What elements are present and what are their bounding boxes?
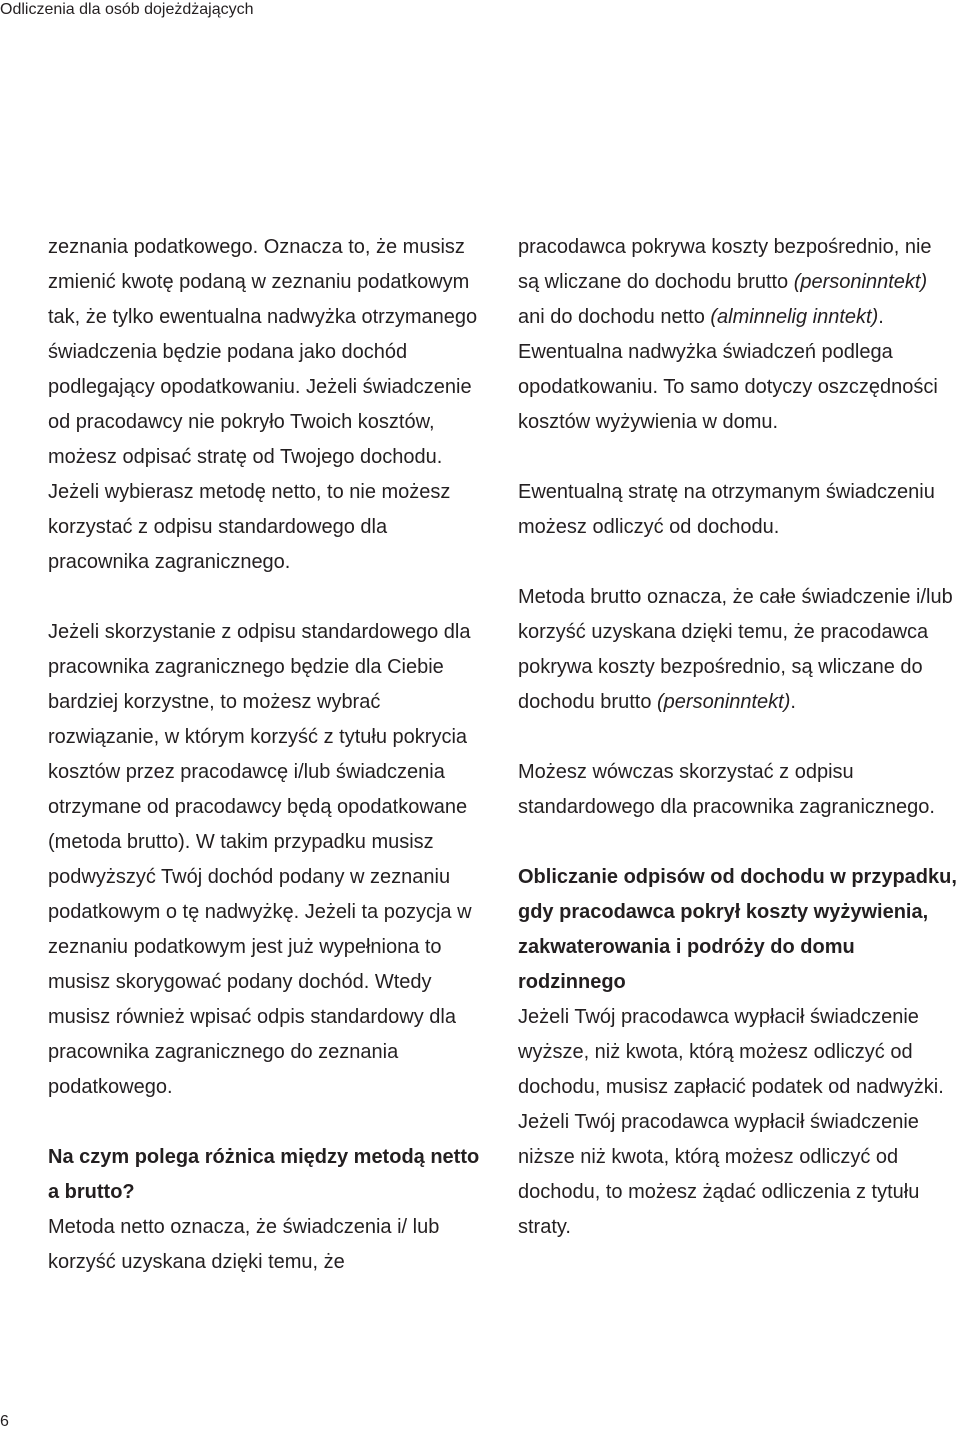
right-paragraph-4: Możesz wówczas skorzystać z odpisu standardowego dla pracownika zagranicznego. (518, 761, 935, 818)
left-paragraph-1: zeznania podatkowego. Oznacza to, że musisz zmienić kwotę podaną w zeznaniu podatkowym tak, że tylko ewentualna nadwyżka otrzymanego świadczenia będzie podana jako dochód podlegający opodatkowaniu. Jeżeli świadczenie od pracodawcy nie pokryło Twoich kosztów, możesz odpisać stratę od Twojego dochodu. Jeżeli wybierasz metodę netto, to nie możesz korzystać z odpisu standardowego dla pracownika zagranicznego. (48, 236, 478, 573)
right-paragraph-1-text-c: . Ewentualna nadwyżka świadczeń podlega opodatkowaniu. To samo dotyczy oszczędności kosztów wyżywienia w domu. (518, 306, 938, 433)
right-paragraph-5: Jeżeli Twój pracodawca wypłacił świadczenie wyższe, niż kwota, którą możesz odliczyć od dochodu, musisz zapłacić podatek od nadwyżki. Jeżeli Twój pracodawca wypłacił świadczenie niższe niż kwota, którą możesz odliczyć od dochodu, to możesz żądać odliczenia z tytułu straty. (518, 1006, 944, 1238)
right-paragraph-1-text-b: ani do dochodu netto (518, 306, 711, 328)
term-personinntekt: (personinntekt) (793, 271, 928, 293)
right-paragraph-3-text-a: Metoda brutto oznacza, że całe świadczenie i/lub korzyść uzyskana dzięki temu, że pracodawca pokrywa koszty bezpośrednio, są wliczane do dochodu brutto (518, 586, 953, 713)
term-personinntekt-2: (personinntekt) (657, 691, 791, 713)
left-paragraph-3: Metoda netto oznacza, że świadczenia i/ lub korzyść uzyskana dzięki temu, że (48, 1216, 440, 1273)
right-paragraph-3-text-b: . (790, 691, 796, 713)
right-column (518, 230, 958, 1245)
term-alminnelig-inntekt: (alminnelig inntekt) (710, 306, 879, 328)
right-paragraph-3 (518, 580, 958, 720)
right-paragraph-1 (518, 230, 958, 440)
section-heading-netto-brutto: Na czym polega różnica między metodą netto a brutto? (48, 1146, 480, 1203)
section-heading-odpisy: Obliczanie odpisów od dochodu w przypadku, gdy pracodawca pokrył koszty wyżywienia, zakwaterowania i podróży do domu rodzinnego (518, 866, 957, 993)
right-paragraph-1-text-a: pracodawca pokrywa koszty bezpośrednio, nie są wliczane do dochodu brutto (518, 236, 932, 293)
right-paragraph-2: Ewentualną stratę na otrzymanym świadczeniu możesz odliczyć od dochodu. (518, 481, 935, 538)
running-header: Odliczenia dla osób dojeżdżających (0, 1, 254, 18)
left-column (48, 230, 480, 1280)
left-paragraph-2: Jeżeli skorzystanie z odpisu standardowego dla pracownika zagranicznego będzie dla Ciebie bardziej korzystne, to możesz wybrać rozwiązanie, w którym korzyść z tytułu pokrycia kosztów przez pracodawcę i/lub świadczenia otrzymane od pracodawcy będą opodatkowane (metoda brutto). W takim przypadku musisz podwyższyć Twój dochód podany w zeznaniu podatkowym o tę nadwyżkę. Jeżeli ta pozycja w zeznaniu podatkowym jest już wypełniona to musisz skorygować podany dochód. Wtedy musisz również wpisać odpis standardowy dla pracownika zagranicznego do zeznania podatkowego. (48, 621, 472, 1098)
page-number: 6 (0, 1413, 9, 1430)
